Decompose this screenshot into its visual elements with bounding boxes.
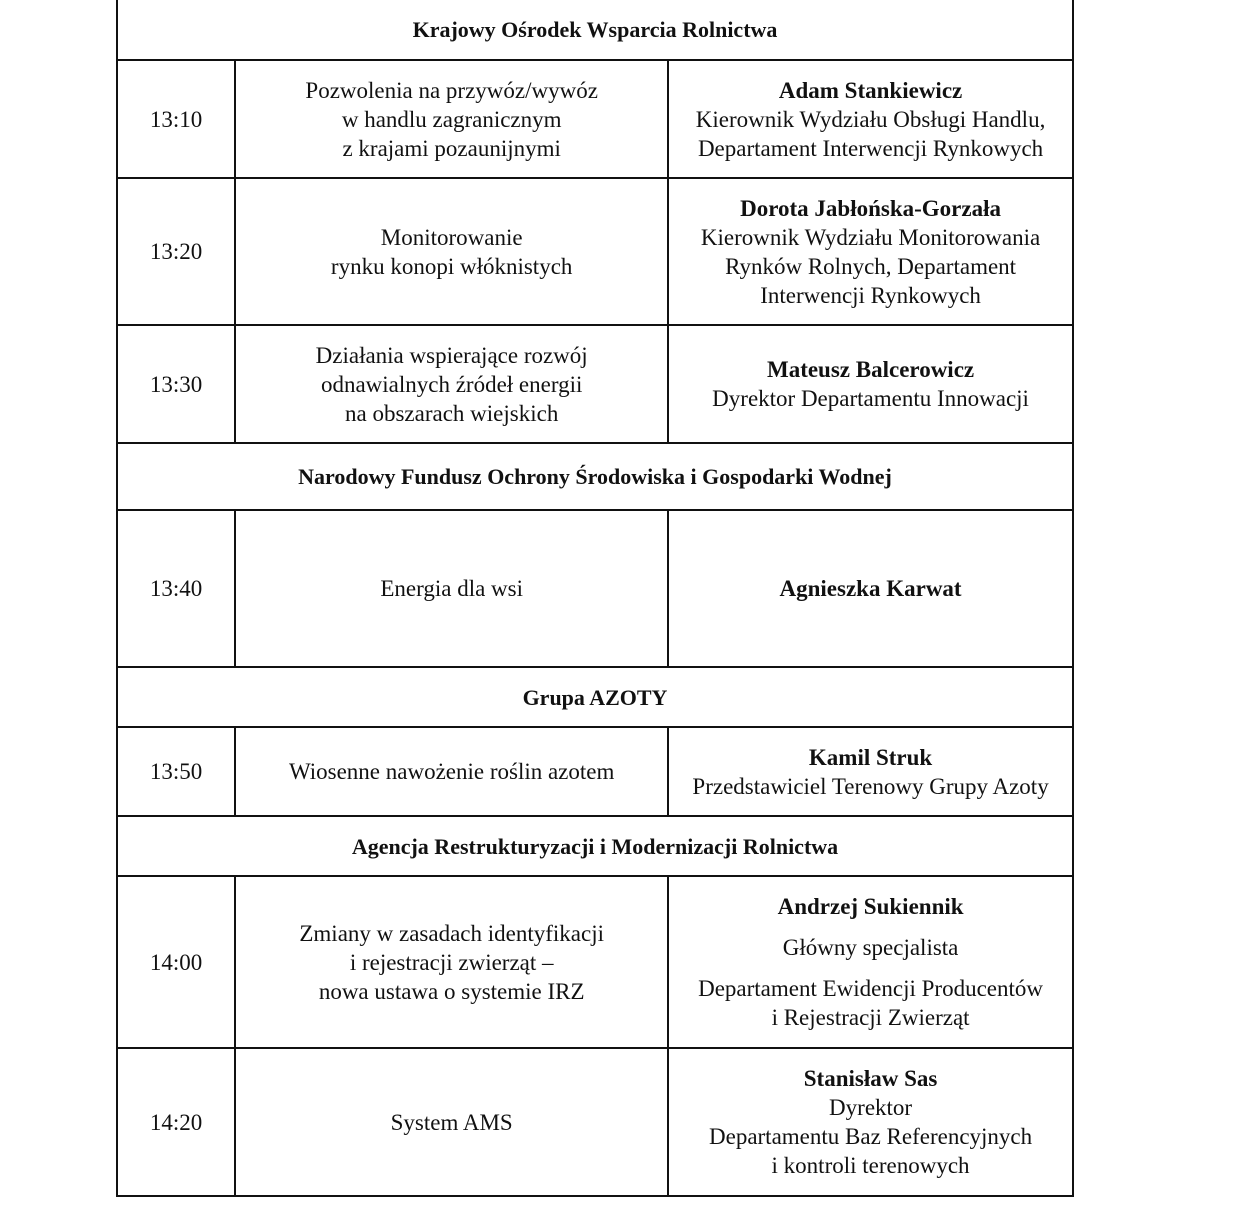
time-cell: 13:40	[117, 510, 235, 667]
speaker-role-line: Dyrektor	[829, 1095, 913, 1120]
speaker-cell	[668, 876, 1073, 1048]
speaker-name: Adam Stankiewicz	[778, 77, 963, 103]
time-cell: 14:00	[117, 876, 235, 1048]
section-title: Grupa AZOTY	[117, 667, 1073, 727]
speaker-cell	[668, 325, 1073, 443]
agenda-row	[117, 60, 1073, 178]
topic-cell	[235, 325, 668, 443]
time-cell: 13:10	[117, 60, 235, 178]
topic-line: Zmiany w zasadach identyfikacji	[299, 920, 604, 946]
agenda-row	[117, 178, 1073, 325]
topic-cell	[235, 60, 668, 178]
speaker-role-line: Kierownik Wydziału Monitorowania	[700, 224, 1041, 250]
speaker-cell	[668, 178, 1073, 325]
speaker-role-line: Departament Interwencji Rynkowych	[697, 135, 1044, 161]
speaker-role-line: Rynków Rolnych, Departament	[725, 253, 1017, 279]
speaker-role-line: Dyrektor Departamentu Innowacji	[712, 386, 1029, 411]
topic-line: Wiosenne nawożenie roślin azotem	[288, 759, 615, 784]
speaker-role-line: Kierownik Wydziału Obsługi Handlu,	[695, 106, 1046, 132]
speaker-role-line: Przedstawiciel Terenowy Grupy Azoty	[692, 773, 1049, 799]
time-cell: 13:30	[117, 325, 235, 443]
topic-cell	[235, 510, 668, 667]
speaker-role-line: i kontroli terenowych	[771, 1153, 970, 1178]
section-header-row	[117, 816, 1073, 876]
topic-line: nowa ustawa o systemie IRZ	[318, 978, 585, 1004]
topic-line: i rejestracji zwierząt –	[349, 949, 554, 975]
speaker-role-line: Główny specjalista	[782, 935, 959, 960]
agenda-row	[117, 876, 1073, 1048]
speaker-role-line: Interwencji Rynkowych	[760, 282, 981, 308]
speaker-role-line: Departament Ewidencji Producentów	[698, 976, 1043, 1001]
topic-line: Monitorowanie	[380, 224, 523, 250]
speaker-name: Mateusz Balcerowicz	[766, 357, 975, 382]
time-cell: 13:50	[117, 727, 235, 816]
section-header-row	[117, 0, 1073, 60]
topic-line: rynku konopi włóknistych	[330, 253, 573, 279]
speaker-role-line: Departamentu Baz Referencyjnych	[709, 1124, 1033, 1149]
speaker-name: Agnieszka Karwat	[779, 576, 962, 601]
section-title: Narodowy Fundusz Ochrony Środowiska i Gospodarki Wodnej	[117, 443, 1073, 510]
speaker-cell	[668, 510, 1073, 667]
agenda-row	[117, 325, 1073, 443]
speaker-cell	[668, 60, 1073, 178]
section-title: Krajowy Ośrodek Wsparcia Rolnictwa	[117, 0, 1073, 60]
speaker-role-line: i Rejestracji Zwierząt	[771, 1005, 970, 1030]
topic-line: odnawialnych źródeł energii	[320, 371, 583, 397]
topic-line: System AMS	[390, 1109, 513, 1135]
topic-line: w handlu zagranicznym	[341, 106, 562, 132]
topic-line: Działania wspierające rozwój	[315, 342, 588, 368]
time-cell: 13:20	[117, 178, 235, 325]
agenda-row	[117, 727, 1073, 816]
topic-cell	[235, 1048, 668, 1196]
speaker-cell	[668, 727, 1073, 816]
topic-line: Energia dla wsi	[380, 576, 523, 601]
speaker-name: Kamil Struk	[808, 744, 933, 770]
agenda-table	[116, 0, 1074, 1197]
topic-cell	[235, 876, 668, 1048]
speaker-name: Stanisław Sas	[803, 1066, 938, 1091]
section-title: Agencja Restrukturyzacji i Modernizacji Rolnictwa	[117, 816, 1073, 876]
agenda-row	[117, 510, 1073, 667]
topic-line: Pozwolenia na przywóz/wywóz	[305, 77, 598, 103]
time-cell: 14:20	[117, 1048, 235, 1196]
section-header-row	[117, 667, 1073, 727]
agenda-row	[117, 1048, 1073, 1196]
section-header-row	[117, 443, 1073, 510]
speaker-name: Andrzej Sukiennik	[777, 894, 964, 919]
topic-line: z krajami pozaunijnymi	[342, 135, 561, 161]
topic-cell	[235, 178, 668, 325]
speaker-name: Dorota Jabłońska-Gorzała	[740, 195, 1001, 221]
topic-cell	[235, 727, 668, 816]
topic-line: na obszarach wiejskich	[345, 400, 559, 426]
speaker-cell	[668, 1048, 1073, 1196]
